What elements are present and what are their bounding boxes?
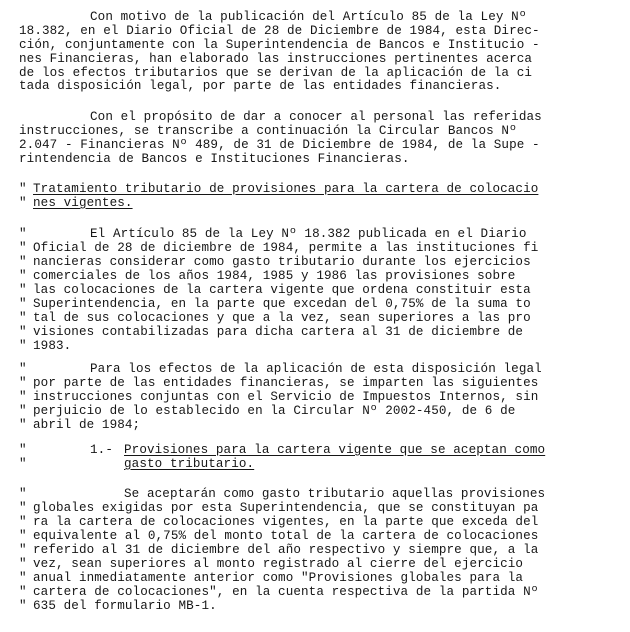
article-line: 1983. [33, 339, 72, 353]
quote-mark: " [19, 557, 27, 571]
article-line: comerciales de los años 1984, 1985 y 1986 las provisiones sobre [33, 269, 516, 283]
section-title: Tratamiento tributario de provisiones para la cartera de colocacio [33, 182, 539, 196]
intro-p1-line: de los efectos tributarios que se derivan de la aplicación de la ci [19, 66, 533, 80]
article-line: visiones contabilizadas para dicha cartera al 31 de diciembre de [33, 325, 524, 339]
item-body-line: 635 del formulario MB-1. [33, 599, 217, 613]
effects-line: por parte de las entidades financieras, se imparten las siguientes [33, 376, 539, 390]
section-title: nes vigentes. [33, 196, 133, 210]
article-line: Superintendencia, en la parte que excedan del 0,75% de la suma to [33, 297, 531, 311]
item-body-line: equivalente al 0,75% del monto total de la cartera de colocaciones [33, 529, 539, 543]
quote-mark: " [19, 325, 27, 339]
effects-line: Para los efectos de la aplicación de esta disposición legal [90, 362, 542, 376]
quote-mark: " [19, 227, 27, 241]
effects-line: abril de 1984; [33, 418, 141, 432]
item-title: Provisiones para la cartera vigente que se aceptan como [124, 443, 546, 457]
quote-mark: " [19, 529, 27, 543]
intro-p2-line: instrucciones, se transcribe a continuación la Circular Bancos Nº [19, 124, 517, 138]
item-body-line: ra la cartera de colocaciones vigentes, en la parte que exceda del [33, 515, 539, 529]
quote-mark: " [19, 283, 27, 297]
item-body-line: globales exigidas por esta Superintendencia, que se constituyan pa [33, 501, 539, 515]
effects-line: perjuicio de lo establecido en la Circular Nº 2002-450, de 6 de [33, 404, 516, 418]
article-line: Oficial de 28 de diciembre de 1984, permite a las instituciones fi [33, 241, 539, 255]
quote-mark: " [19, 269, 27, 283]
quote-mark: " [19, 443, 27, 457]
article-line: las colocaciones de la cartera vigente que ordena constituir esta [33, 283, 531, 297]
article-line: El Artículo 85 de la Ley Nº 18.382 publicada en el Diario [90, 227, 527, 241]
intro-p1-line: Con motivo de la publicación del Artículo 85 de la Ley Nº [90, 10, 527, 24]
quote-mark: " [19, 241, 27, 255]
quote-mark: " [19, 585, 27, 599]
quote-mark: " [19, 339, 27, 353]
quote-mark: " [19, 376, 27, 390]
quote-mark: " [19, 571, 27, 585]
intro-p1-line: nes Financieras, han elaborado las instrucciones pertinentes acerca [19, 52, 533, 66]
intro-p1-line: 18.382, en el Diario Oficial de 28 de Diciembre de 1984, esta Direc- [19, 24, 540, 38]
intro-p2-line: 2.047 - Financieras Nº 489, de 31 de Diciembre de 1984, de la Supe - [19, 138, 540, 152]
quote-mark: " [19, 599, 27, 613]
intro-p1-line: ción, conjuntamente con la Superintendencia de Bancos e Institucio - [19, 38, 540, 52]
quote-mark: " [19, 404, 27, 418]
quote-mark: " [19, 390, 27, 404]
effects-line: instrucciones conjuntas con el Servicio de Impuestos Internos, sin [33, 390, 539, 404]
item-body-line: anual inmediatamente anterior como "Provisiones globales para la [33, 571, 524, 585]
quote-mark: " [19, 515, 27, 529]
quote-mark: " [19, 196, 27, 210]
item-title: gasto tributario. [124, 457, 255, 471]
item-body-line: Se aceptarán como gasto tributario aquellas provisiones [124, 487, 546, 501]
quote-mark: " [19, 297, 27, 311]
quote-mark: " [19, 501, 27, 515]
quote-mark: " [19, 362, 27, 376]
intro-p1-line: tada disposición legal, por parte de las entidades financieras. [19, 79, 502, 93]
intro-p2-line: rintendencia de Bancos e Instituciones Financieras. [19, 152, 410, 166]
quote-mark: " [19, 418, 27, 432]
quote-mark: " [19, 311, 27, 325]
item-body-line: vez, sean superiores al monto registrado al cierre del ejercicio [33, 557, 524, 571]
intro-p2-line: Con el propósito de dar a conocer al personal las referidas [90, 110, 542, 124]
item-number: 1.- [90, 443, 113, 457]
quote-mark: " [19, 487, 27, 501]
article-line: nancieras considerar como gasto tributario durante los ejercicios [33, 255, 531, 269]
article-line: tal de sus colocaciones y que a la vez, sean superiores a las pro [33, 311, 531, 325]
quote-mark: " [19, 457, 27, 471]
quote-mark: " [19, 182, 27, 196]
item-body-line: cartera de colocaciones", en la cuenta respectiva de la partida Nº [33, 585, 539, 599]
item-body-line: referido al 31 de diciembre del año respectivo y siempre que, a la [33, 543, 539, 557]
quote-mark: " [19, 543, 27, 557]
quote-mark: " [19, 255, 27, 269]
